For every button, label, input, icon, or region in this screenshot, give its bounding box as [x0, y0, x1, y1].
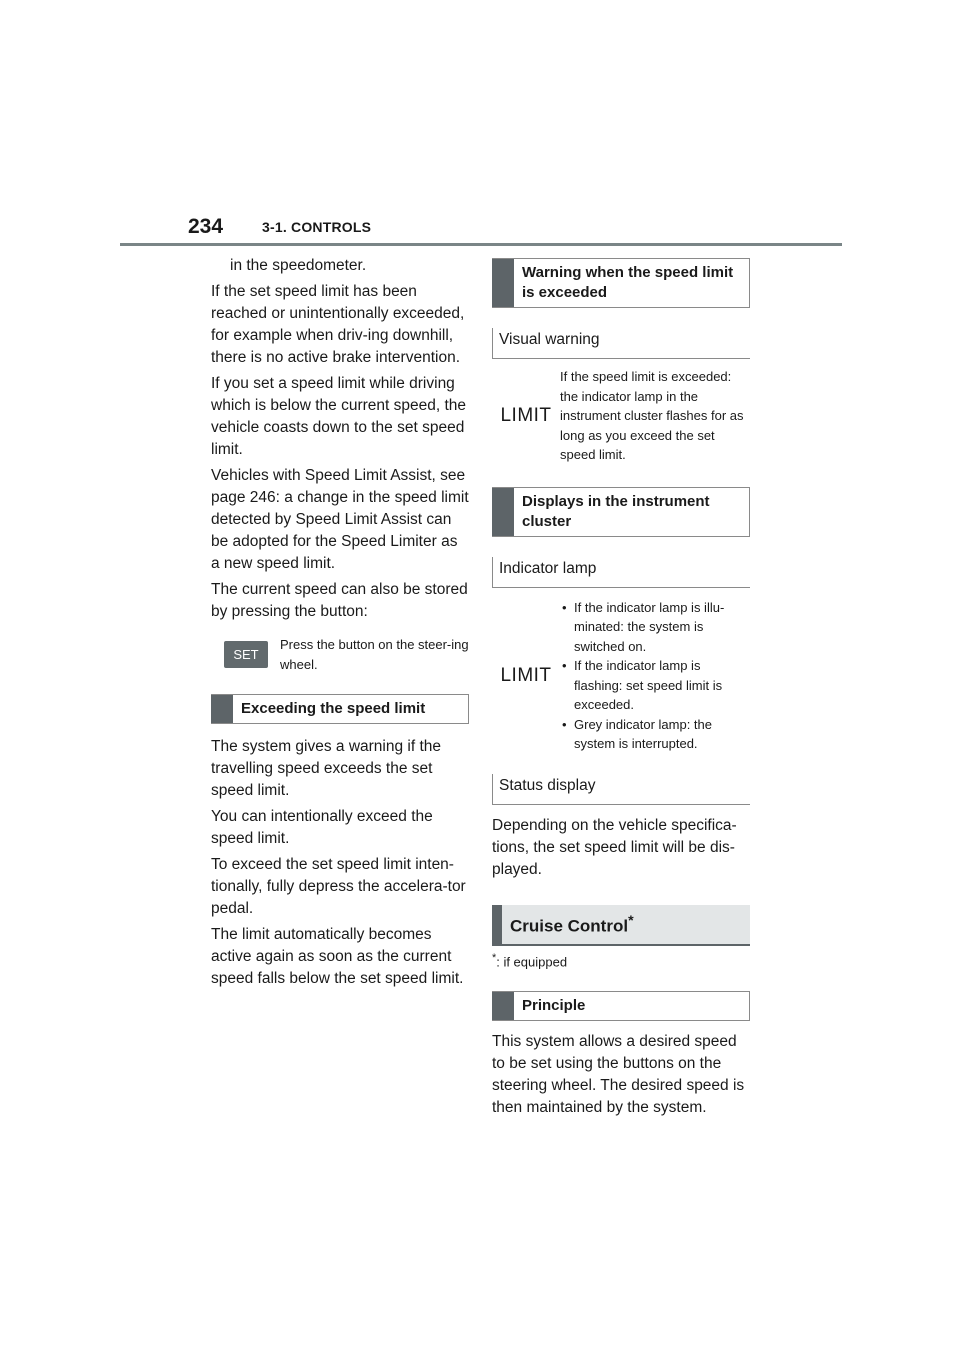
paragraph: in the speedometer. — [230, 257, 367, 274]
paragraph: If you set a speed limit while driving which is below the current speed, the vehicle coasts down to the set speed limit. — [211, 375, 467, 458]
paragraph: The limit automatically becomes active again as soon as the current speed falls below the set speed limit. — [211, 926, 464, 987]
heading-displays-instrument-cluster: Displays in the instrument cluster — [492, 487, 750, 537]
paragraph: The system gives a warning if the travelling speed exceeds the set speed limit. — [211, 738, 442, 799]
section-title: 3-1. CONTROLS — [262, 219, 372, 235]
paragraph: Depending on the vehicle specifica-tions, the set speed limit will be dis-played. — [492, 816, 737, 878]
right-column — [492, 258, 750, 1123]
set-button-row — [211, 635, 469, 674]
limit-indicator-icon: LIMIT — [500, 664, 552, 686]
list-item: • If the indicator lamp is illu-minated: the system is switched on. — [574, 598, 750, 657]
subheading-status-display: Status display — [492, 774, 750, 805]
heading-exceeding-speed-limit: Exceeding the speed limit — [211, 694, 469, 724]
list-item: • If the indicator lamp is flashing: set speed limit is exceeded. — [574, 656, 750, 715]
subheading-indicator-lamp: Indicator lamp — [492, 557, 750, 588]
header-rule — [120, 243, 842, 246]
visual-warning-row — [492, 367, 750, 465]
left-column — [211, 255, 469, 994]
indicator-lamp-list — [560, 598, 750, 754]
paragraph: Vehicles with Speed Limit Assist, see page 246: a change in the speed limit detected by Speed Limit Assist can be adopted for the Speed Limiter as a new speed limit. — [211, 467, 469, 572]
footnote-marker: * — [628, 912, 634, 929]
limit-indicator-icon: LIMIT — [500, 404, 552, 426]
subheading-visual-warning: Visual warning — [492, 328, 750, 359]
paragraph: This system allows a desired speed to be set using the buttons on the steering wheel. The desired speed is then maintained by the system. — [492, 1033, 745, 1117]
paragraph: The current speed can also be stored by pressing the button: — [211, 581, 468, 620]
paragraph: You can intentionally exceed the speed limit. — [211, 808, 433, 847]
paragraph: To exceed the set speed limit inten-tionally, fully depress the accelera-tor pedal. — [211, 856, 466, 917]
page-number: 234 — [188, 215, 224, 238]
set-button-icon: SET — [224, 641, 268, 668]
heading-warning-speed-limit: Warning when the speed limit is exceeded — [492, 258, 750, 308]
warning-description: If the speed limit is exceeded: the indicator lamp in the instrument cluster flashes for as long as you exceed the set speed limit. — [560, 369, 744, 462]
heading-principle: Principle — [492, 991, 750, 1021]
indicator-lamp-row — [492, 598, 750, 754]
footnote: *: if equipped — [492, 952, 568, 970]
paragraph: If the set speed limit has been reached or unintentionally exceeded, for example when driv-ing downhill, there is no active brake intervention. — [211, 283, 465, 366]
list-item: • Grey indicator lamp: the system is interrupted. — [574, 715, 750, 754]
heading-cruise-control: Cruise Control* — [492, 905, 750, 947]
set-button-description: Press the button on the steer-ing wheel. — [280, 637, 469, 672]
